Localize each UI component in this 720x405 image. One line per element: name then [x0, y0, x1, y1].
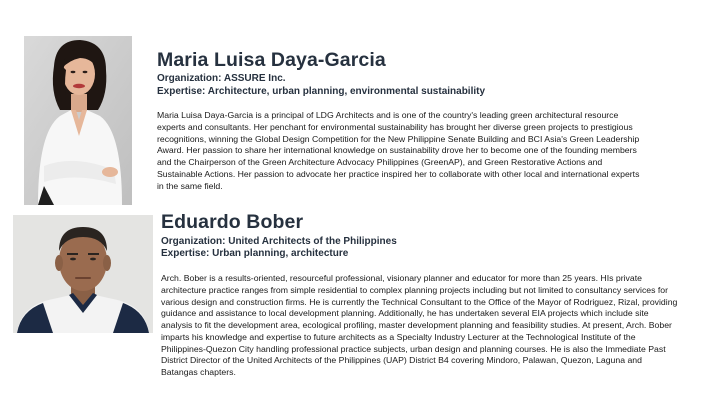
profile-name: Eduardo Bober — [161, 211, 304, 233]
profile-expertise: Expertise: Architecture, urban planning, environmental sustainability — [157, 86, 486, 97]
profile-bio: Arch. Bober is a results-oriented, resourceful professional, visionary planner and educator for more than 25 years. HIs private architecture practice ranges from simple residential to complex planning projects including but not limited to consultancy services for various design and construction firms. He is currently the Technical Consultant to the Office of the Mayor of Rodriguez, Rizal, providing guidance and assistance to local development planning. Additionally, he has undertaken several EIA projects which include site analysis to fit the development area, ecological profiling, master development planning and feasibility studies. At present, Arch. Bober imparts his knowledge and expertise to future architects as a Specialty Industry Lecturer at the Technological Institute of the Philippines-Quezon City handling professional practice subjects, urban design and planning courses. He is also the Immediate Past District Director of the United Architects of the Philippines (UAP) District B4 covering Mindoro, Palawan, Quezon, Laguna and Batangas chapters. — [161, 273, 678, 377]
profile-expertise: Expertise: Urban planning, architecture — [161, 248, 349, 259]
profile-photo — [24, 36, 132, 205]
profile-name: Maria Luisa Daya-Garcia — [157, 49, 386, 71]
profile-photo — [13, 215, 153, 333]
profile-bio: Maria Luisa Daya-Garcia is a principal of LDG Architects and is one of the country's leading green architectural resource experts and consultants. Her penchant for environmental sustainability has brought her diverse green projects to prestigious recognitions, winning the Global Design Competition for the New Philippine Senate Building and BCI Asia's Green Leadership Award. Her passion to share her international knowledge on sustainability drove her to become one of the founding members and the Chairperson of the Green Architecture Advocacy Philippines (GreenAP), and Green Restorative Actions and Sustainable Actions. Her passion to advocate her practice inspired her to collaborate with other local and international experts in the same field. — [157, 110, 640, 191]
profile-organization: Organization: ASSURE Inc. — [157, 73, 286, 84]
profile-organization: Organization: United Architects of the Philippines — [161, 236, 397, 247]
